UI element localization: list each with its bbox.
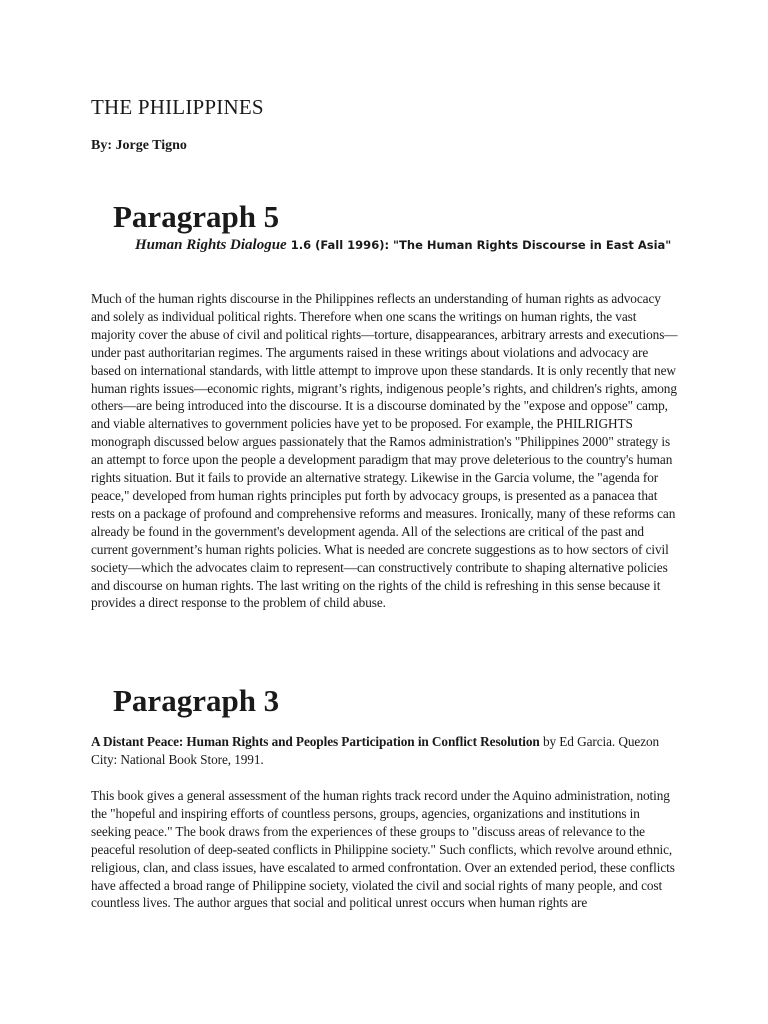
section-2-body: This book gives a general assessment of the human rights track record under the Aquino administration, noting the "hopeful and inspiring efforts of countless persons, groups, agencies, organizations and institutions in seeking peace." The book draws from the experiences of these groups to "discuss areas of relevance to the peaceful resolution of deep-seated conflicts in Philippine society." Such conflicts, which revolve around ethnic, religious, clan, and class issues, have escalated to armed confrontation. Over an extended period, these conflicts have affected a broad range of Philippine society, violated the civil and social rights of many people, and cost countless lives. The author argues that social and political unrest occurs when human rights are [91,788,675,911]
citation-publication: Human Rights Dialogue [135,237,287,253]
citation-details: 1.6 (Fall 1996): "The Human Rights Discourse in East Asia" [286,238,672,252]
section-heading-paragraph-5: Paragraph 5 [113,199,280,234]
section-heading-paragraph-3: Paragraph 3 [113,683,280,718]
book-details: by Ed Garcia. Quezon City: National Book Store, 1991. [91,734,660,767]
citation [135,237,671,254]
book-title: A Distant Peace: Human Rights and Peoples Participation in Conflict Resolution [91,734,540,749]
book-reference [91,733,681,769]
section-1-body: Much of the human rights discourse in the Philippines reflects an understanding of human rights as advocacy and solely as individual political rights. Therefore when one scans the writings on human rights, the vast majority cover the abuse of civil and political rights—torture, disappearances, arbitrary arrests and executions—under past authoritarian regimes. The arguments raised in these writings about violations and advocacy are based on international standards, with little attempt to improve upon these standards. It is only recently that new human rights issues—economic rights, migrant’s rights, indigenous people’s rights, and children's rights, among others—are being introduced into the discourse. It is a discourse dominated by the "expose and oppose" camp, and viable alternatives to government policies have yet to be proposed. For example, the PHILRIGHTS monograph discussed below argues passionately that the Ramos administration's "Philippines 2000" strategy is an attempt to force upon the people a development paradigm that may prove deleterious to the country's human rights situation. But it fails to provide an alternative strategy. Likewise in the Garcia volume, the "agenda for peace," developed from human rights principles put forth by advocacy groups, is presented as a panacea that rests on a package of profound and comprehensive reforms and measures. Ironically, many of these reforms can already be found in the government's development agenda. All of the selections are critical of the past and current government’s human rights policies. What is needed are concrete suggestions as to how sectors of civil society—which the advocates claim to represent—can constructively contribute to shaping alternative policies and discourse on human rights. The last writing on the rights of the child is refreshing in this sense because it provides a direct response to the problem of child abuse. [91,291,678,611]
author-byline: By: Jorge Tigno [91,138,187,153]
document-title: THE PHILIPPINES [91,95,264,119]
